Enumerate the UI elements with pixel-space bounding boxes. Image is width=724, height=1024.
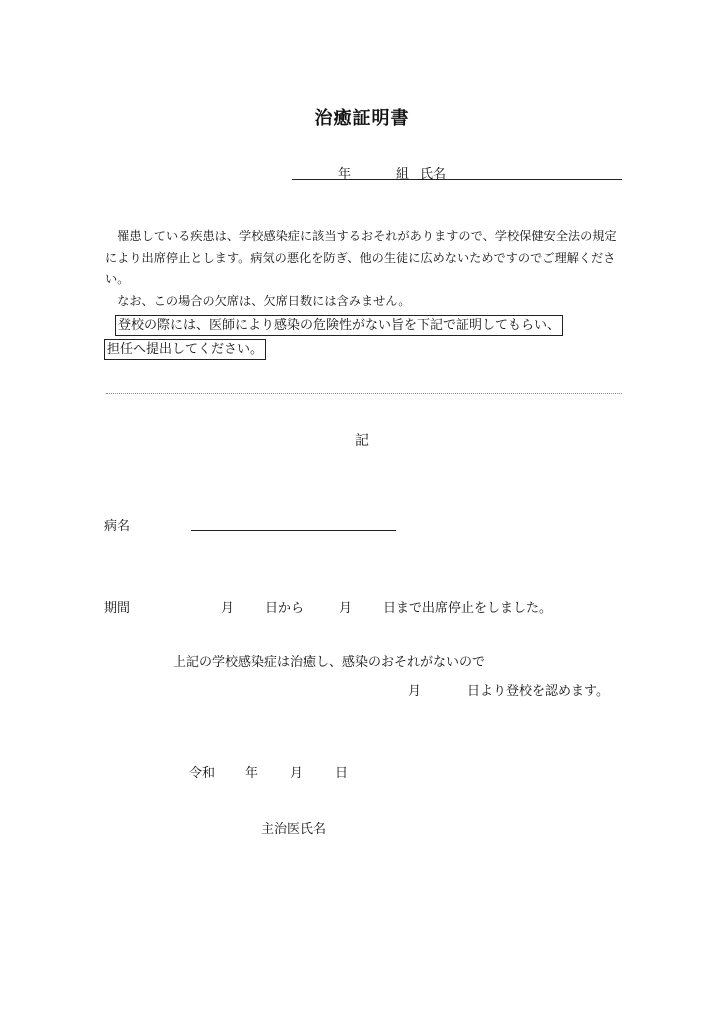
class-field-label: 組 — [396, 167, 410, 182]
date-day: 日 — [335, 766, 349, 781]
period-start-month: 月 — [221, 601, 235, 616]
notice-paragraph-1: 罹患している疾患は、学校感染症に該当するおそれがありますので、学校保健安全法の規定により出席停止とします。病気の悪化を防ぎ、他の生徒に広めないためですのでご理解ください。 — [105, 229, 617, 286]
period-end-month: 月 — [339, 601, 353, 616]
period-label: 期間 — [104, 601, 131, 616]
year-field-label: 年 — [338, 167, 352, 182]
record-heading: 記 — [355, 433, 369, 449]
disease-label: 病名 — [104, 519, 131, 534]
boxed-instruction-line-2: 担任へ提出してください。 — [104, 339, 266, 360]
period-start-day: 日から — [265, 601, 305, 616]
document-title: 治癒証明書 — [314, 108, 410, 129]
notice-paragraph-2: なお、この場合の欠席は、欠席日数には含みません。 — [117, 293, 411, 308]
boxed-instruction-line-1: 登校の際には、医師により感染の危険性がない旨を下記で証明してもらい、 — [115, 315, 563, 336]
return-month: 月 — [408, 684, 422, 699]
date-year: 年 — [245, 766, 259, 781]
certification-line-1: 上記の学校感染症は治癒し、感染のおそれがないので — [173, 655, 486, 670]
disease-underline — [191, 515, 396, 531]
date-month: 月 — [290, 766, 304, 781]
period-end-text: 日まで出席停止をしました。 — [383, 601, 553, 616]
doctor-name-label: 主治医氏名 — [261, 822, 327, 837]
student-name-label: 氏名 — [420, 167, 447, 182]
date-era: 令和 — [189, 766, 216, 781]
dotted-separator — [106, 393, 622, 394]
notice-text — [105, 226, 625, 312]
return-day-text: 日より登校を認めます。 — [467, 684, 609, 699]
